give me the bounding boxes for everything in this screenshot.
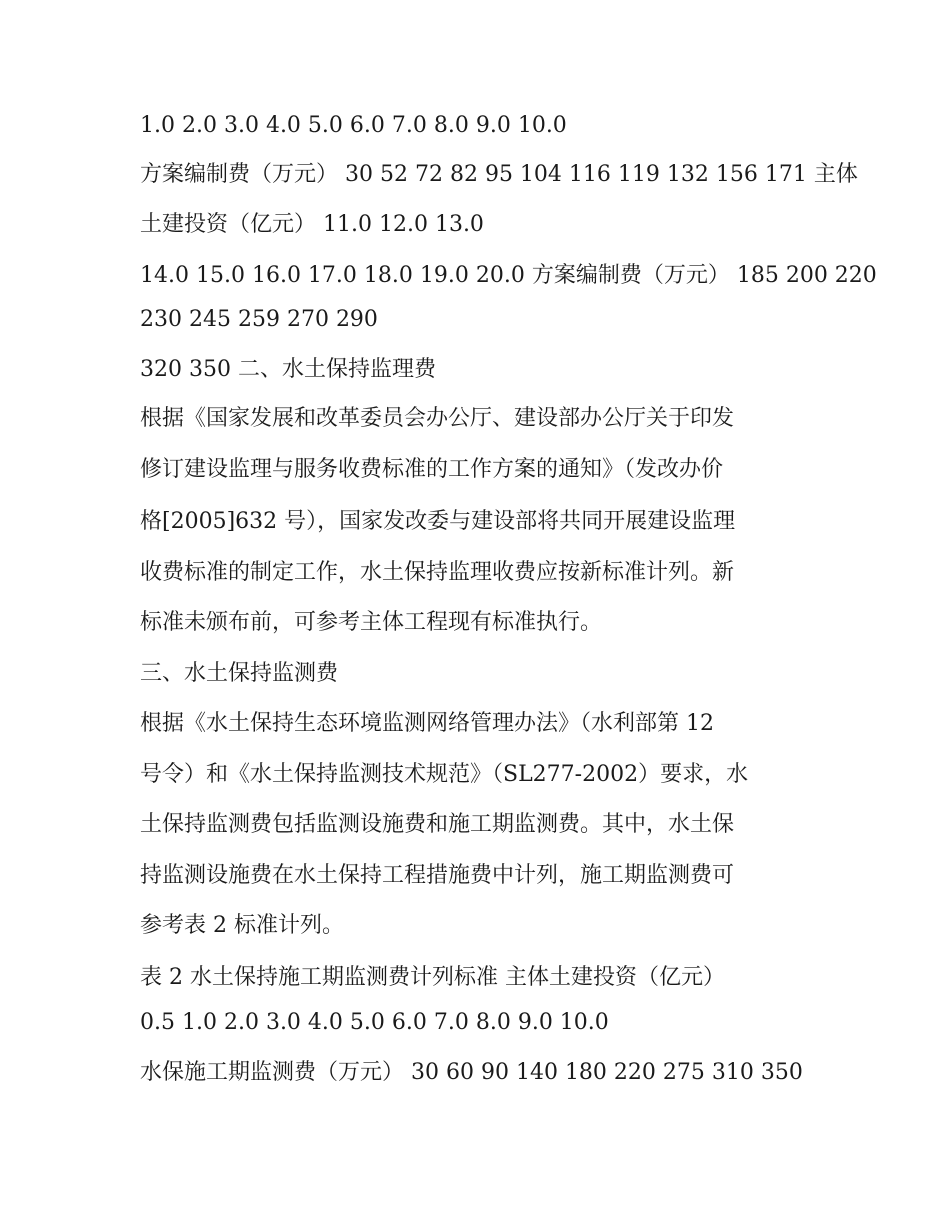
text-line: 格[2005]632 号），国家发改委与建设部将共同开展建设监理 bbox=[140, 509, 736, 534]
text-line: 土保持监测费包括监测设施费和施工期监测费。其中，水土保 bbox=[140, 812, 735, 837]
text-line: 根据《水土保持生态环境监测网络管理办法》（水利部第 12 bbox=[140, 711, 714, 736]
text-line: 320 350 二、水土保持监理费 bbox=[140, 357, 436, 382]
text-line: 修订建设监理与服务收费标准的工作方案的通知》（发改办价 bbox=[140, 457, 724, 482]
text-line: 0.5 1.0 2.0 3.0 4.0 5.0 6.0 7.0 8.0 9.0 10.0 bbox=[140, 1010, 609, 1035]
text-line: 号令）和《水土保持监测技术规范》（SL277-2002）要求，水 bbox=[140, 762, 749, 787]
section-heading: 三、水土保持监测费 bbox=[140, 661, 339, 686]
text-line: 水保施工期监测费（万元） 30 60 90 140 180 220 275 310 350 bbox=[140, 1060, 803, 1085]
text-line: 收费标准的制定工作，水土保持监理收费应按新标准计列。新 bbox=[140, 560, 735, 585]
text-line: 参考表 2 标准计列。 bbox=[140, 913, 344, 938]
text-line: 土建投资（亿元） 11.0 12.0 13.0 bbox=[140, 212, 484, 237]
text-line: 1.0 2.0 3.0 4.0 5.0 6.0 7.0 8.0 9.0 10.0 bbox=[140, 113, 567, 138]
text-line: 230 245 259 270 290 bbox=[140, 307, 378, 332]
text-line: 14.0 15.0 16.0 17.0 18.0 19.0 20.0 方案编制费（万元） 185 200 220 bbox=[140, 263, 877, 288]
text-line: 方案编制费（万元） 30 52 72 82 95 104 116 119 132 156 171 主体 bbox=[140, 162, 858, 187]
text-line: 根据《国家发展和改革委员会办公厅、建设部办公厅关于印发 bbox=[140, 406, 735, 431]
text-line: 标准未颁布前，可参考主体工程现有标准执行。 bbox=[140, 610, 603, 635]
table-caption: 表 2 水土保持施工期监测费计列标准 主体土建投资（亿元） bbox=[140, 965, 725, 990]
text-line: 持监测设施费在水土保持工程措施费中计列，施工期监测费可 bbox=[140, 863, 735, 888]
